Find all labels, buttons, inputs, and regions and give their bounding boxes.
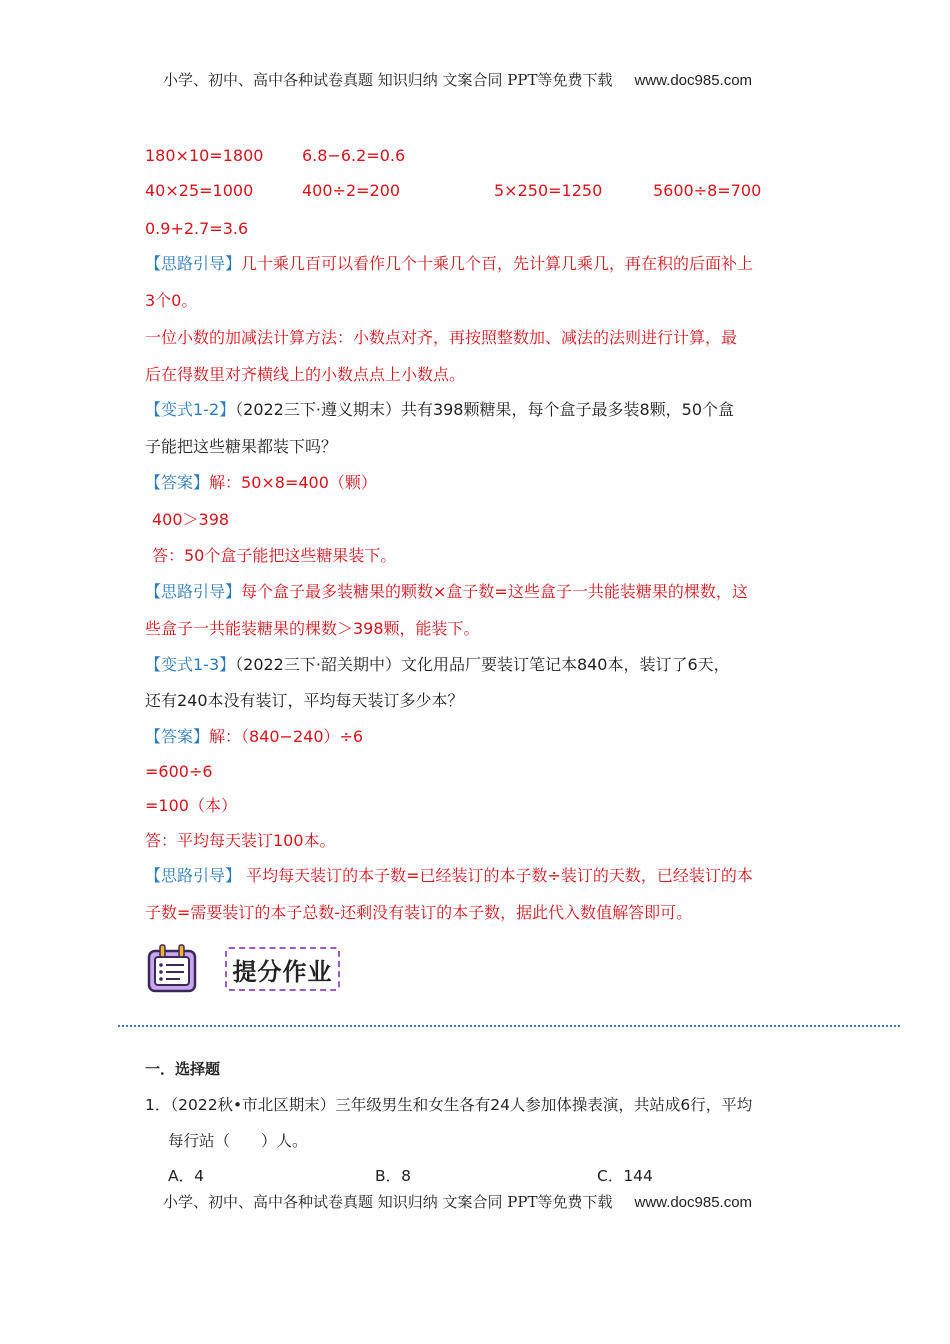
footer-text: 小学、初中、高中各种试卷真题 知识归纳 文案合同 PPT等免费下载: [163, 1193, 613, 1211]
header-text: 小学、初中、高中各种试卷真题 知识归纳 文案合同 PPT等免费下载: [163, 71, 613, 89]
calc-4: 400÷2=200: [302, 181, 401, 200]
v13-answer-line3: =100（本）: [145, 796, 237, 815]
answer-text: 解：50×8=400（颗）: [209, 473, 377, 492]
section-badge: 提分作业: [225, 947, 340, 991]
footer-url[interactable]: www.doc985.com: [634, 1194, 753, 1211]
v13-answer-line2: =600÷6: [145, 762, 213, 781]
option-c[interactable]: C．144: [597, 1167, 653, 1185]
hint1-line2: 3个0。: [145, 291, 198, 310]
header-url[interactable]: www.doc985.com: [634, 72, 753, 89]
calc-5: 5×250=1250: [494, 181, 603, 200]
option-a[interactable]: A．4: [168, 1167, 204, 1185]
v12-answer-line1: [145, 473, 377, 493]
v13-question-line2: 还有240本没有装订，平均每天装订多少本？: [145, 691, 464, 710]
notebook-icon: [146, 943, 198, 993]
answer-tag: 【答案】: [145, 727, 210, 746]
section-title: 一．选择题: [145, 1060, 221, 1078]
answer-text: 解：（840−240）÷6: [209, 727, 364, 746]
v13-answer-line4: 答：平均每天装订100本。: [145, 831, 336, 850]
hint-tag: 【思路引导】: [145, 254, 242, 273]
calc-6: 5600÷8=700: [653, 181, 762, 200]
section-divider: [118, 1025, 900, 1027]
hint1-line4: 后在得数里对齐横线上的小数点点上小数点。: [145, 365, 466, 384]
hint-tag: 【思路引导】: [145, 866, 242, 885]
hint-text: 每个盒子最多装糖果的颗数×盒子数=这些盒子一共能装糖果的棵数，这: [241, 582, 748, 601]
v12-hint-line2: 些盒子一共能装糖果的棵数＞398颗，能装下。: [145, 619, 480, 638]
question-text: （2022三下·韶关期中）文化用品厂要装订笔记本840本，装订了6天，: [235, 655, 730, 674]
hint1-line1: [145, 254, 753, 274]
v12-hint-line1: [145, 582, 748, 602]
v13-question-line1: [145, 655, 730, 675]
hint-text: 几十乘几百可以看作几个十乘几个百，先计算几乘几，再在积的后面补上: [241, 254, 754, 273]
option-b[interactable]: B．8: [375, 1167, 411, 1185]
variant-tag: 【变式1-2】: [145, 400, 236, 419]
v13-hint-line1: [145, 866, 753, 886]
page-header: [163, 69, 752, 90]
page-footer: [163, 1191, 752, 1212]
variant-tag: 【变式1-3】: [145, 655, 236, 674]
q1-line2: 每行站（ ）人。: [168, 1132, 308, 1150]
v13-answer-line1: [145, 727, 363, 747]
hint-tag: 【思路引导】: [145, 582, 242, 601]
v12-question-line2: 子能把这些糖果都装下吗？: [145, 437, 338, 456]
hint1-line3: 一位小数的加减法计算方法：小数点对齐，再按照整数加、减法的法则进行计算，最: [145, 328, 738, 347]
question-text: （2022三下·遵义期末）共有398颗糖果，每个盒子最多装8颗，50个盒: [235, 400, 735, 419]
v12-answer-line3: 答：50个盒子能把这些糖果装下。: [152, 546, 397, 565]
answer-tag: 【答案】: [145, 473, 210, 492]
calc-1: 180×10=1800: [145, 146, 264, 165]
hint-text: 平均每天装订的本子数=已经装订的本子数÷装订的天数，已经装订的本: [241, 866, 753, 885]
calc-7: 0.9+2.7=3.6: [145, 219, 249, 238]
v12-question-line1: [145, 400, 734, 420]
calc-2: 6.8−6.2=0.6: [302, 146, 406, 165]
calc-3: 40×25=1000: [145, 181, 254, 200]
v13-hint-line2: 子数=需要装订的本子总数-还剩没有装订的本子数，据此代入数值解答即可。: [145, 903, 693, 922]
v12-answer-line2: 400＞398: [152, 510, 230, 529]
q1-line1: 1．（2022秋•市北区期末）三年级男生和女生各有24人参加体操表演，共站成6行，平均: [145, 1096, 753, 1114]
